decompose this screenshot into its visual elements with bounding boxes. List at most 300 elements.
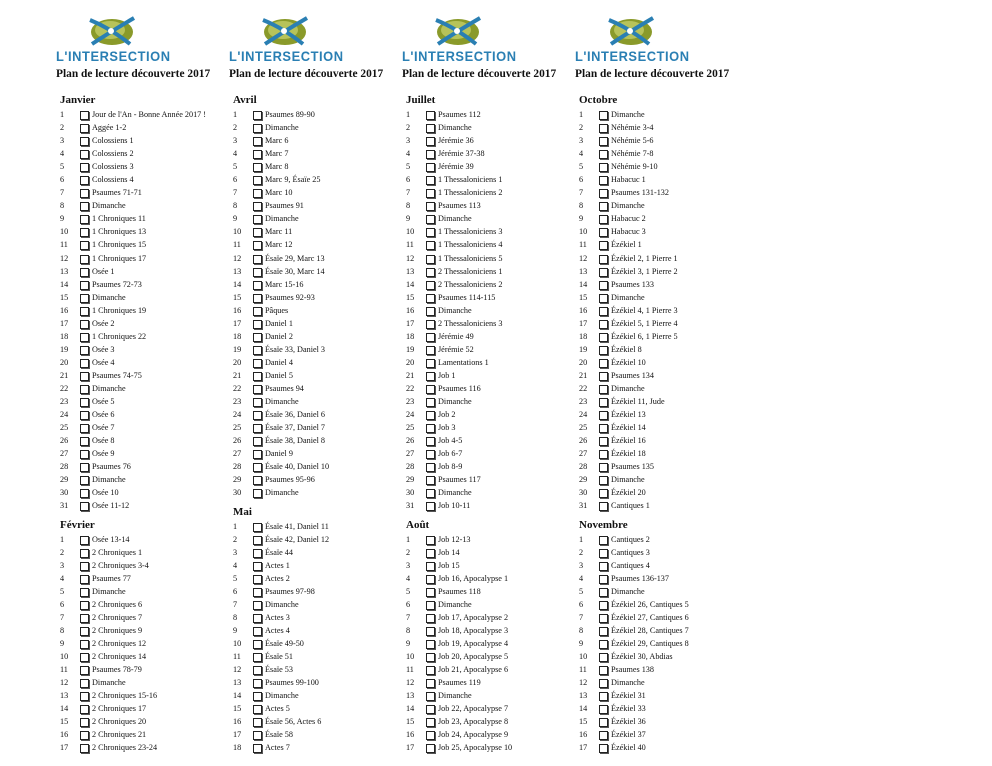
reading-text: Ézékiel 14 xyxy=(611,423,646,433)
reading-checkbox[interactable] xyxy=(80,333,89,342)
reading-checkbox[interactable] xyxy=(426,536,435,545)
reading-checkbox[interactable] xyxy=(426,398,435,407)
reading-text: 1 Chroniques 22 xyxy=(92,331,147,341)
reading-text: Job 6-7 xyxy=(438,449,463,459)
reading-checkbox[interactable] xyxy=(426,679,435,688)
day-number: 30 xyxy=(60,488,69,498)
reading-text: Dimanche xyxy=(438,397,472,407)
reading-checkbox[interactable] xyxy=(599,679,608,688)
reading-checkbox[interactable] xyxy=(599,255,608,264)
reading-checkbox[interactable] xyxy=(426,549,435,558)
reading-checkbox[interactable] xyxy=(253,679,262,688)
reading-checkbox[interactable] xyxy=(599,189,608,198)
reading-checkbox[interactable] xyxy=(253,489,262,498)
reading-checkbox[interactable] xyxy=(426,307,435,316)
reading-text: Actes 1 xyxy=(265,560,290,570)
reading-checkbox[interactable] xyxy=(599,294,608,303)
reading-checkbox[interactable] xyxy=(80,411,89,420)
reading-row xyxy=(60,434,228,447)
reading-checkbox[interactable] xyxy=(80,627,89,636)
reading-text: Cantiques 3 xyxy=(611,547,650,557)
reading-checkbox[interactable] xyxy=(599,424,608,433)
reading-checkbox[interactable] xyxy=(80,562,89,571)
reading-text: Job 19, Apocalypse 4 xyxy=(438,638,509,648)
day-number: 9 xyxy=(579,638,584,648)
reading-checkbox[interactable] xyxy=(599,601,608,610)
reading-checkbox[interactable] xyxy=(253,562,262,571)
reading-checkbox[interactable] xyxy=(80,398,89,407)
reading-checkbox[interactable] xyxy=(80,705,89,714)
day-number: 15 xyxy=(579,717,588,727)
reading-checkbox[interactable] xyxy=(253,385,262,394)
day-number: 14 xyxy=(60,704,69,714)
reading-text: Marc 12 xyxy=(265,240,293,250)
reading-checkbox[interactable] xyxy=(80,640,89,649)
reading-checkbox[interactable] xyxy=(253,588,262,597)
reading-checkbox[interactable] xyxy=(80,588,89,597)
reading-checkbox[interactable] xyxy=(80,692,89,701)
reading-checkbox[interactable] xyxy=(253,575,262,584)
reading-checkbox[interactable] xyxy=(80,679,89,688)
reading-checkbox[interactable] xyxy=(426,614,435,623)
reading-checkbox[interactable] xyxy=(253,281,262,290)
reading-checkbox[interactable] xyxy=(426,437,435,446)
day-number: 17 xyxy=(60,318,69,328)
reading-checkbox[interactable] xyxy=(426,627,435,636)
reading-checkbox[interactable] xyxy=(80,385,89,394)
reading-text: Néhémie 7-8 xyxy=(611,149,654,159)
reading-text: 1 Thessaloniciens 5 xyxy=(438,253,503,263)
day-number: 8 xyxy=(579,625,584,635)
reading-checkbox[interactable] xyxy=(253,411,262,420)
day-number: 11 xyxy=(579,240,587,250)
reading-checkbox[interactable] xyxy=(599,627,608,636)
reading-row xyxy=(60,382,228,395)
reading-text: Job 20, Apocalypse 5 xyxy=(438,651,509,661)
reading-checkbox[interactable] xyxy=(426,705,435,714)
reading-checkbox[interactable] xyxy=(80,346,89,355)
reading-checkbox[interactable] xyxy=(80,731,89,740)
reading-checkbox[interactable] xyxy=(80,463,89,472)
reading-checkbox[interactable] xyxy=(80,124,89,133)
day-number: 14 xyxy=(60,279,69,289)
reading-checkbox[interactable] xyxy=(599,549,608,558)
reading-checkbox[interactable] xyxy=(80,137,89,146)
reading-checkbox[interactable] xyxy=(253,627,262,636)
reading-checkbox[interactable] xyxy=(426,502,435,511)
reading-checkbox[interactable] xyxy=(599,268,608,277)
reading-text: Dimanche xyxy=(611,292,645,302)
reading-checkbox[interactable] xyxy=(426,489,435,498)
reading-row xyxy=(406,533,574,546)
reading-text: Ésaïe 36, Daniel 6 xyxy=(265,410,326,420)
reading-checkbox[interactable] xyxy=(80,215,89,224)
reading-row xyxy=(406,460,574,473)
reading-checkbox[interactable] xyxy=(426,189,435,198)
reading-checkbox[interactable] xyxy=(599,653,608,662)
reading-checkbox[interactable] xyxy=(80,111,89,120)
reading-checkbox[interactable] xyxy=(80,202,89,211)
brand-name: L'INTERSECTION xyxy=(402,48,517,64)
reading-checkbox[interactable] xyxy=(253,463,262,472)
reading-checkbox[interactable] xyxy=(253,346,262,355)
reading-checkbox[interactable] xyxy=(80,281,89,290)
reading-checkbox[interactable] xyxy=(80,163,89,172)
reading-row xyxy=(60,447,228,460)
reading-row xyxy=(233,572,401,585)
reading-checkbox[interactable] xyxy=(426,718,435,727)
reading-checkbox[interactable] xyxy=(599,372,608,381)
reading-text: Daniel 4 xyxy=(265,357,293,367)
reading-row xyxy=(233,369,401,382)
reading-checkbox[interactable] xyxy=(80,228,89,237)
reading-checkbox[interactable] xyxy=(253,228,262,237)
reading-row xyxy=(60,147,228,160)
reading-checkbox[interactable] xyxy=(253,536,262,545)
reading-checkbox[interactable] xyxy=(599,489,608,498)
reading-text: Dimanche xyxy=(611,383,645,393)
reading-checkbox[interactable] xyxy=(253,398,262,407)
reading-checkbox[interactable] xyxy=(599,346,608,355)
reading-checkbox[interactable] xyxy=(253,653,262,662)
reading-checkbox[interactable] xyxy=(426,241,435,250)
day-number: 14 xyxy=(233,279,242,289)
reading-checkbox[interactable] xyxy=(426,411,435,420)
reading-checkbox[interactable] xyxy=(80,437,89,446)
reading-checkbox[interactable] xyxy=(426,346,435,355)
day-number: 7 xyxy=(233,599,238,609)
day-number: 15 xyxy=(60,717,69,727)
reading-text: 1 Thessaloniciens 4 xyxy=(438,240,503,250)
reading-checkbox[interactable] xyxy=(253,744,262,753)
reading-text: Psaumes 76 xyxy=(92,462,131,472)
month-section xyxy=(60,518,228,755)
reading-checkbox[interactable] xyxy=(599,176,608,185)
reading-text: Ézékiel 36 xyxy=(611,717,646,727)
reading-checkbox[interactable] xyxy=(253,372,262,381)
reading-checkbox[interactable] xyxy=(253,176,262,185)
reading-checkbox[interactable] xyxy=(599,124,608,133)
reading-row xyxy=(579,160,747,173)
reading-checkbox[interactable] xyxy=(599,463,608,472)
reading-checkbox[interactable] xyxy=(253,163,262,172)
reading-text: Dimanche xyxy=(265,397,299,407)
reading-checkbox[interactable] xyxy=(253,614,262,623)
day-number: 7 xyxy=(579,612,584,622)
reading-checkbox[interactable] xyxy=(599,705,608,714)
reading-text: Job 25, Apocalypse 10 xyxy=(438,743,513,753)
reading-row xyxy=(60,225,228,238)
reading-text: Ézékiel 20 xyxy=(611,488,646,498)
reading-checkbox[interactable] xyxy=(253,476,262,485)
reading-checkbox[interactable] xyxy=(253,718,262,727)
day-number: 11 xyxy=(60,665,68,675)
reading-checkbox[interactable] xyxy=(599,692,608,701)
reading-checkbox[interactable] xyxy=(253,320,262,329)
reading-checkbox[interactable] xyxy=(426,476,435,485)
reading-checkbox[interactable] xyxy=(599,202,608,211)
reading-checkbox[interactable] xyxy=(599,575,608,584)
reading-checkbox[interactable] xyxy=(253,640,262,649)
reading-checkbox[interactable] xyxy=(80,241,89,250)
reading-checkbox[interactable] xyxy=(253,424,262,433)
reading-checkbox[interactable] xyxy=(80,744,89,753)
reading-row xyxy=(60,611,228,624)
reading-checkbox[interactable] xyxy=(599,536,608,545)
reading-checkbox[interactable] xyxy=(599,359,608,368)
reading-text: Ézékiel 27, Cantiques 6 xyxy=(611,612,689,622)
reading-checkbox[interactable] xyxy=(426,731,435,740)
day-number: 7 xyxy=(406,188,411,198)
day-number: 10 xyxy=(579,651,588,661)
reading-checkbox[interactable] xyxy=(599,241,608,250)
reading-checkbox[interactable] xyxy=(599,437,608,446)
reading-row xyxy=(233,650,401,663)
reading-checkbox[interactable] xyxy=(426,333,435,342)
reading-checkbox[interactable] xyxy=(253,124,262,133)
reading-row xyxy=(233,265,401,278)
reading-checkbox[interactable] xyxy=(253,202,262,211)
reading-row xyxy=(579,147,747,160)
reading-checkbox[interactable] xyxy=(599,588,608,597)
day-number: 14 xyxy=(406,704,415,714)
reading-checkbox[interactable] xyxy=(80,268,89,277)
day-number: 1 xyxy=(60,534,65,544)
day-number: 22 xyxy=(60,383,69,393)
reading-row xyxy=(233,533,401,546)
reading-checkbox[interactable] xyxy=(253,294,262,303)
reading-checkbox[interactable] xyxy=(599,640,608,649)
reading-checkbox[interactable] xyxy=(80,502,89,511)
reading-row xyxy=(579,343,747,356)
reading-checkbox[interactable] xyxy=(80,294,89,303)
reading-checkbox[interactable] xyxy=(426,294,435,303)
reading-checkbox[interactable] xyxy=(599,228,608,237)
reading-checkbox[interactable] xyxy=(80,176,89,185)
reading-checkbox[interactable] xyxy=(599,450,608,459)
reading-checkbox[interactable] xyxy=(253,307,262,316)
reading-checkbox[interactable] xyxy=(426,744,435,753)
reading-checkbox[interactable] xyxy=(599,150,608,159)
reading-checkbox[interactable] xyxy=(253,255,262,264)
reading-text: Dimanche xyxy=(92,201,126,211)
reading-checkbox[interactable] xyxy=(80,307,89,316)
reading-text: Job 23, Apocalypse 8 xyxy=(438,717,509,727)
reading-text: Néhémie 5-6 xyxy=(611,136,654,146)
reading-row xyxy=(579,382,747,395)
day-number: 9 xyxy=(60,638,65,648)
reading-checkbox[interactable] xyxy=(599,320,608,329)
reading-checkbox[interactable] xyxy=(426,281,435,290)
reading-checkbox[interactable] xyxy=(426,385,435,394)
reading-row xyxy=(60,663,228,676)
reading-checkbox[interactable] xyxy=(599,502,608,511)
day-number: 3 xyxy=(60,136,65,146)
day-number: 4 xyxy=(60,149,65,159)
reading-row xyxy=(406,598,574,611)
reading-checkbox[interactable] xyxy=(599,215,608,224)
reading-checkbox[interactable] xyxy=(599,666,608,675)
day-number: 27 xyxy=(233,449,242,459)
reading-checkbox[interactable] xyxy=(599,385,608,394)
day-number: 2 xyxy=(406,547,411,557)
reading-row xyxy=(579,317,747,330)
reading-row xyxy=(579,473,747,486)
reading-checkbox[interactable] xyxy=(253,523,262,532)
reading-text: Marc 15-16 xyxy=(265,279,304,289)
reading-checkbox[interactable] xyxy=(253,549,262,558)
reading-checkbox[interactable] xyxy=(426,666,435,675)
reading-checkbox[interactable] xyxy=(80,189,89,198)
day-number: 8 xyxy=(233,612,238,622)
reading-checkbox[interactable] xyxy=(80,601,89,610)
reading-checkbox[interactable] xyxy=(426,372,435,381)
reading-checkbox[interactable] xyxy=(599,163,608,172)
reading-row xyxy=(60,134,228,147)
reading-checkbox[interactable] xyxy=(80,320,89,329)
reading-text: Ézékiel 10 xyxy=(611,357,646,367)
reading-row xyxy=(579,225,747,238)
reading-checkbox[interactable] xyxy=(80,450,89,459)
reading-text: Psaumes 91 xyxy=(265,201,304,211)
reading-checkbox[interactable] xyxy=(80,489,89,498)
reading-checkbox[interactable] xyxy=(80,718,89,727)
reading-checkbox[interactable] xyxy=(426,202,435,211)
reading-text: 2 Chroniques 20 xyxy=(92,717,147,727)
reading-checkbox[interactable] xyxy=(426,463,435,472)
reading-text: 2 Chroniques 9 xyxy=(92,625,143,635)
reading-checkbox[interactable] xyxy=(426,653,435,662)
reading-checkbox[interactable] xyxy=(426,176,435,185)
reading-checkbox[interactable] xyxy=(599,476,608,485)
reading-row xyxy=(406,689,574,702)
reading-row xyxy=(233,343,401,356)
reading-checkbox[interactable] xyxy=(80,614,89,623)
reading-text: 2 Chroniques 23-24 xyxy=(92,743,158,753)
reading-text: Job 21, Apocalypse 6 xyxy=(438,665,509,675)
reading-row xyxy=(579,408,747,421)
reading-checkbox[interactable] xyxy=(80,549,89,558)
reading-checkbox[interactable] xyxy=(253,450,262,459)
reading-checkbox[interactable] xyxy=(253,437,262,446)
reading-checkbox[interactable] xyxy=(253,150,262,159)
reading-checkbox[interactable] xyxy=(80,666,89,675)
reading-checkbox[interactable] xyxy=(426,255,435,264)
reading-checkbox[interactable] xyxy=(426,692,435,701)
reading-row xyxy=(60,238,228,251)
reading-checkbox[interactable] xyxy=(426,320,435,329)
reading-checkbox[interactable] xyxy=(426,150,435,159)
reading-checkbox[interactable] xyxy=(426,124,435,133)
reading-checkbox[interactable] xyxy=(426,424,435,433)
reading-checkbox[interactable] xyxy=(426,137,435,146)
reading-text: Job 4-5 xyxy=(438,436,463,446)
reading-checkbox[interactable] xyxy=(253,111,262,120)
reading-checkbox[interactable] xyxy=(599,731,608,740)
month-name: Octobre xyxy=(579,94,618,106)
reading-checkbox[interactable] xyxy=(599,333,608,342)
day-number: 31 xyxy=(406,501,415,511)
reading-checkbox[interactable] xyxy=(253,705,262,714)
reading-checkbox[interactable] xyxy=(80,476,89,485)
reading-checkbox[interactable] xyxy=(80,150,89,159)
reading-checkbox[interactable] xyxy=(599,281,608,290)
reading-checkbox[interactable] xyxy=(253,666,262,675)
reading-checkbox[interactable] xyxy=(599,718,608,727)
reading-checkbox[interactable] xyxy=(426,588,435,597)
reading-text: Job 15 xyxy=(438,560,460,570)
reading-text: Psaumes 114-115 xyxy=(438,292,496,302)
reading-text: Psaumes 89-90 xyxy=(265,110,315,119)
reading-checkbox[interactable] xyxy=(253,137,262,146)
day-number: 1 xyxy=(233,521,238,531)
reading-checkbox[interactable] xyxy=(253,601,262,610)
reading-checkbox[interactable] xyxy=(426,111,435,120)
reading-checkbox[interactable] xyxy=(80,255,89,264)
reading-checkbox[interactable] xyxy=(253,692,262,701)
reading-checkbox[interactable] xyxy=(599,398,608,407)
reading-checkbox[interactable] xyxy=(426,215,435,224)
reading-checkbox[interactable] xyxy=(426,601,435,610)
reading-checkbox[interactable] xyxy=(599,614,608,623)
reading-row xyxy=(406,108,574,121)
reading-checkbox[interactable] xyxy=(80,359,89,368)
reading-checkbox[interactable] xyxy=(253,241,262,250)
day-number: 15 xyxy=(406,292,415,302)
reading-row xyxy=(60,212,228,225)
reading-text: Psaumes 95-96 xyxy=(265,475,315,485)
reading-checkbox[interactable] xyxy=(80,372,89,381)
reading-checkbox[interactable] xyxy=(599,137,608,146)
day-number: 31 xyxy=(579,501,588,511)
reading-row xyxy=(60,624,228,637)
day-number: 1 xyxy=(60,110,65,119)
reading-checkbox[interactable] xyxy=(253,215,262,224)
day-number: 11 xyxy=(579,665,587,675)
reading-checkbox[interactable] xyxy=(599,411,608,420)
reading-row xyxy=(60,460,228,473)
reading-checkbox[interactable] xyxy=(426,450,435,459)
reading-checkbox[interactable] xyxy=(253,268,262,277)
reading-row xyxy=(406,611,574,624)
reading-row xyxy=(406,304,574,317)
reading-checkbox[interactable] xyxy=(426,268,435,277)
reading-checkbox[interactable] xyxy=(253,359,262,368)
reading-checkbox[interactable] xyxy=(599,562,608,571)
day-number: 9 xyxy=(233,214,238,224)
reading-checkbox[interactable] xyxy=(426,359,435,368)
reading-checkbox[interactable] xyxy=(426,575,435,584)
day-number: 15 xyxy=(60,292,69,302)
reading-checkbox[interactable] xyxy=(599,111,608,120)
reading-checkbox[interactable] xyxy=(80,653,89,662)
reading-checkbox[interactable] xyxy=(599,307,608,316)
reading-checkbox[interactable] xyxy=(426,163,435,172)
reading-checkbox[interactable] xyxy=(253,731,262,740)
day-number: 20 xyxy=(579,357,588,367)
reading-text: Marc 8 xyxy=(265,162,289,172)
reading-checkbox[interactable] xyxy=(599,744,608,753)
reading-checkbox[interactable] xyxy=(80,575,89,584)
reading-checkbox[interactable] xyxy=(80,424,89,433)
reading-checkbox[interactable] xyxy=(426,228,435,237)
reading-checkbox[interactable] xyxy=(80,536,89,545)
reading-checkbox[interactable] xyxy=(426,640,435,649)
reading-checkbox[interactable] xyxy=(253,189,262,198)
reading-text: Ézékiel 4, 1 Pierre 3 xyxy=(611,305,678,315)
reading-checkbox[interactable] xyxy=(426,562,435,571)
reading-checkbox[interactable] xyxy=(253,333,262,342)
